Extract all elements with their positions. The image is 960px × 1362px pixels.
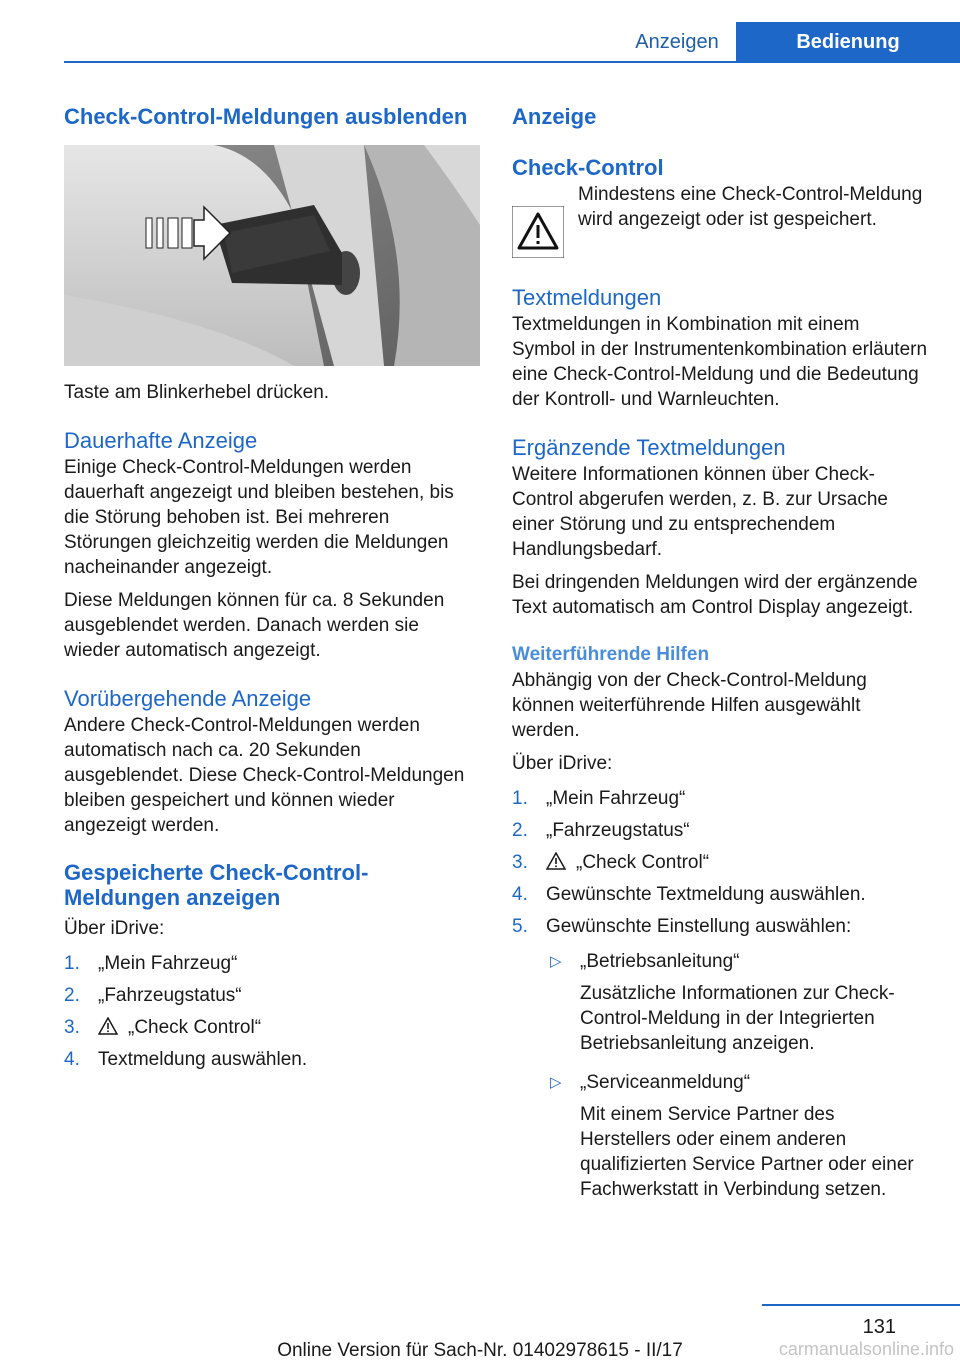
list-item: 2. „Fahrzeugstatus“ [512, 820, 690, 841]
list-item: 5. Gewünschte Einstellung auswählen: ▷ „Betriebsanleitung“ Zusätzliche Informationen zur Check-Control-Meldung in der Integrierten Betriebsanleitung anzeigen. ▷ „Serviceanmeldung“ Mit einem Service Partner des Herstellers oder einem anderen qualifizierten Service Partner oder einer Fachwerkstatt in Verbindung setzen. [512, 914, 928, 1202]
list-item: 3. „Check Control“ [64, 1017, 262, 1038]
image-caption: Taste am Blinkerhebel drücken. [64, 382, 330, 403]
top-navigation [618, 22, 960, 62]
page-number: 131 [862, 1316, 896, 1338]
version-footer: Online Version für Sach-Nr. 01402978615 - II/17 [277, 1340, 683, 1361]
warning-triangle-icon [98, 1017, 118, 1035]
heading-further-help: Weiterführende Hilfen [512, 644, 710, 665]
heading-permanent: Dauerhafte Anzeige [64, 428, 258, 453]
temporary-paragraph: Andere Check-Control-Meldungen werden automatisch nach ca. 20 Sekunden ausgeblendet. Diese Check-Control-Meldungen bleiben gespeichert und können wieder angezeigt werden. [64, 715, 465, 836]
heading-extra-messages: Ergänzende Textmeldungen [512, 435, 786, 460]
watermark: carmanualsonline.info [778, 1339, 954, 1359]
help-paragraph: Abhängig von der Check-Control-Meldung können weiterführende Hilfen ausgewählt werden. [512, 670, 867, 741]
triangle-right-icon: ▷ [550, 1074, 562, 1091]
list-item: 3. „Check Control“ [512, 852, 710, 873]
list-item: 1. „Mein Fahrzeug“ [64, 953, 238, 974]
warning-triangle-icon [546, 852, 566, 870]
permanent-paragraph-2: Diese Meldungen können für ca. 8 Sekunden ausgeblendet werden. Danach werden sie wieder automatisch angezeigt. [64, 590, 445, 661]
list-item: 4. Gewünschte Textmeldung auswählen. [512, 884, 866, 905]
extra-paragraph-1: Weitere Informationen können über Check-Control abgerufen werden, z. B. zur Ursache einer Störung und zu entsprechendem Handlungsbedarf. [512, 464, 888, 560]
tab-bedienung[interactable]: Bedienung [736, 22, 960, 62]
sub-item-service-request: ▷ „Serviceanmeldung“ Mit einem Service Partner des Herstellers oder einem anderen qualifizierten Service Partner oder einer Fachwerkstatt in Verbindung setzen. [550, 1072, 914, 1200]
check-control-indicator [512, 182, 928, 258]
triangle-right-icon: ▷ [550, 953, 562, 970]
left-column [64, 104, 480, 1079]
heading-hide-messages: Check-Control-Meldungen ausblenden [64, 104, 468, 129]
help-steps-list [512, 786, 928, 1202]
right-column [512, 104, 928, 1216]
heading-stored: Gespeicherte Check-Control-Meldungen anzeigen [64, 860, 369, 910]
permanent-paragraph-1: Einige Check-Control-Meldungen werden dauerhaft angezeigt und bleiben bestehen, bis die Störung behoben ist. Bei mehreren Störungen gleichzeitig werden die Meldungen nacheinander angezeigt. [64, 457, 454, 578]
turn-signal-lever-illustration [64, 145, 480, 366]
heading-display: Anzeige [512, 104, 597, 129]
text-messages-paragraph: Textmeldungen in Kombination mit einem Symbol in der Instrumentenkombination erläutern eine Check-Control-Meldung und die Bedeutung der Kontroll- und Warnleuchten. [512, 314, 928, 410]
check-control-text: Mindestens eine Check-Control-Meldung wird angezeigt oder ist gespeichert. [578, 184, 923, 230]
tab-anzeigen[interactable]: Anzeigen [618, 22, 736, 62]
header-rule [64, 61, 960, 63]
footer-rule [762, 1304, 960, 1306]
list-item: 2. „Fahrzeugstatus“ [64, 985, 242, 1006]
settings-sublist [546, 949, 928, 1202]
heading-check-control: Check-Control [512, 155, 664, 180]
list-item: 4. Textmeldung auswählen. [64, 1049, 308, 1070]
sub-item-operating-manual: ▷ „Betriebsanleitung“ Zusätzliche Informationen zur Check-Control-Meldung in der Integrierten Betriebsanleitung anzeigen. [550, 951, 895, 1054]
warning-triangle-icon [512, 206, 564, 258]
heading-text-messages: Textmeldungen [512, 285, 662, 310]
list-item: 1. „Mein Fahrzeug“ [512, 788, 686, 809]
help-intro: Über iDrive: [512, 753, 613, 774]
heading-temporary: Vorübergehende Anzeige [64, 686, 312, 711]
extra-paragraph-2: Bei dringenden Meldungen wird der ergänzende Text automatisch am Control Display angezeigt. [512, 572, 918, 618]
stored-intro: Über iDrive: [64, 918, 165, 939]
stored-steps-list [64, 951, 480, 1072]
